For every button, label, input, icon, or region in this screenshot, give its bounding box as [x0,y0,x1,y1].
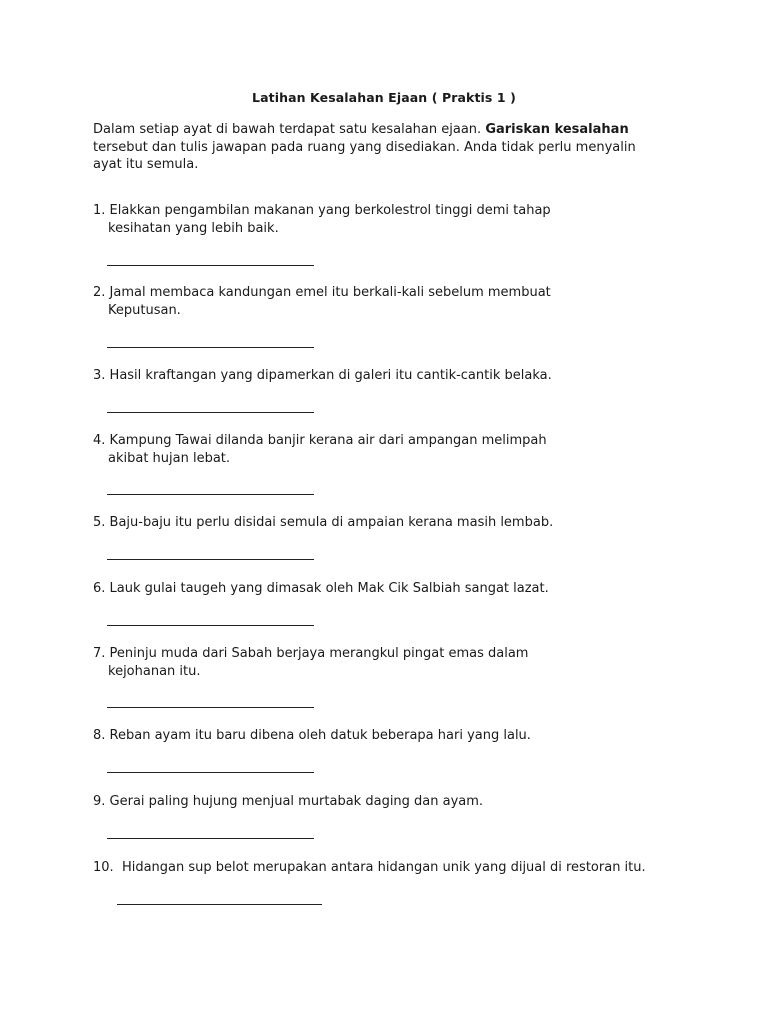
question-text: Hidangan sup belot merupakan antara hidangan unik yang dijual di restoran itu. [121,860,646,875]
answer-line-1[interactable] [107,265,314,266]
question-number: 8. [93,728,106,743]
question-text: Reban ayam itu baru dibena oleh datuk beberapa hari yang lalu. [109,728,531,743]
answer-line-2[interactable] [107,347,314,348]
question-3 [93,367,693,385]
question-8 [93,727,693,745]
answer-line-7[interactable] [107,707,314,708]
question-text: Peninju muda dari Sabah berjaya merangkul pingat emas dalam [109,646,529,661]
question-text: Gerai paling hujung menjual murtabak daging dan ayam. [109,794,484,809]
question-text-continued: akibat hujan lebat. [108,450,231,466]
instructions-line-3: ayat itu semula. [93,157,199,172]
instructions-text: Dalam setiap ayat di bawah terdapat satu kesalahan ejaan. [93,122,486,137]
answer-line-10[interactable] [117,904,322,905]
question-10 [93,859,713,877]
question-1 [93,202,693,237]
question-text-continued: Keputusan. [108,302,181,318]
question-number: 5. [93,515,106,530]
instructions-bold-text: Gariskan kesalahan [485,122,629,137]
question-number: 1. [93,203,106,218]
question-number: 9. [93,794,106,809]
answer-line-4[interactable] [107,494,314,495]
worksheet-title: Latihan Kesalahan Ejaan ( Praktis 1 ) [252,90,516,105]
question-5 [93,514,693,532]
answer-line-8[interactable] [107,772,314,773]
instructions-line-2: tersebut dan tulis jawapan pada ruang yang disediakan. Anda tidak perlu menyalin [93,139,636,155]
question-number: 10. [93,860,114,875]
answer-line-6[interactable] [107,625,314,626]
question-text-continued: kejohanan itu. [108,663,201,679]
question-number: 3. [93,368,106,383]
question-number: 7. [93,646,106,661]
question-text: Hasil kraftangan yang dipamerkan di galeri itu cantik-cantik belaka. [109,368,552,383]
answer-line-3[interactable] [107,412,314,413]
question-number: 4. [93,433,106,448]
question-7 [93,645,693,680]
question-number: 2. [93,285,106,300]
answer-line-9[interactable] [107,838,314,839]
question-number: 6. [93,581,106,596]
question-2 [93,284,693,319]
question-6 [93,580,693,598]
question-9 [93,793,693,811]
question-text: Lauk gulai taugeh yang dimasak oleh Mak Cik Salbiah sangat lazat. [109,581,549,596]
question-text: Jamal membaca kandungan emel itu berkali-kali sebelum membuat [109,285,551,300]
question-text: Kampung Tawai dilanda banjir kerana air dari ampangan melimpah [109,433,547,448]
question-4 [93,432,693,467]
answer-line-5[interactable] [107,559,314,560]
instructions [93,121,693,174]
question-text-continued: kesihatan yang lebih baik. [108,220,279,236]
question-text: Baju-baju itu perlu disidai semula di ampaian kerana masih lembab. [109,515,554,530]
question-text: Elakkan pengambilan makanan yang berkolestrol tinggi demi tahap [109,203,551,218]
